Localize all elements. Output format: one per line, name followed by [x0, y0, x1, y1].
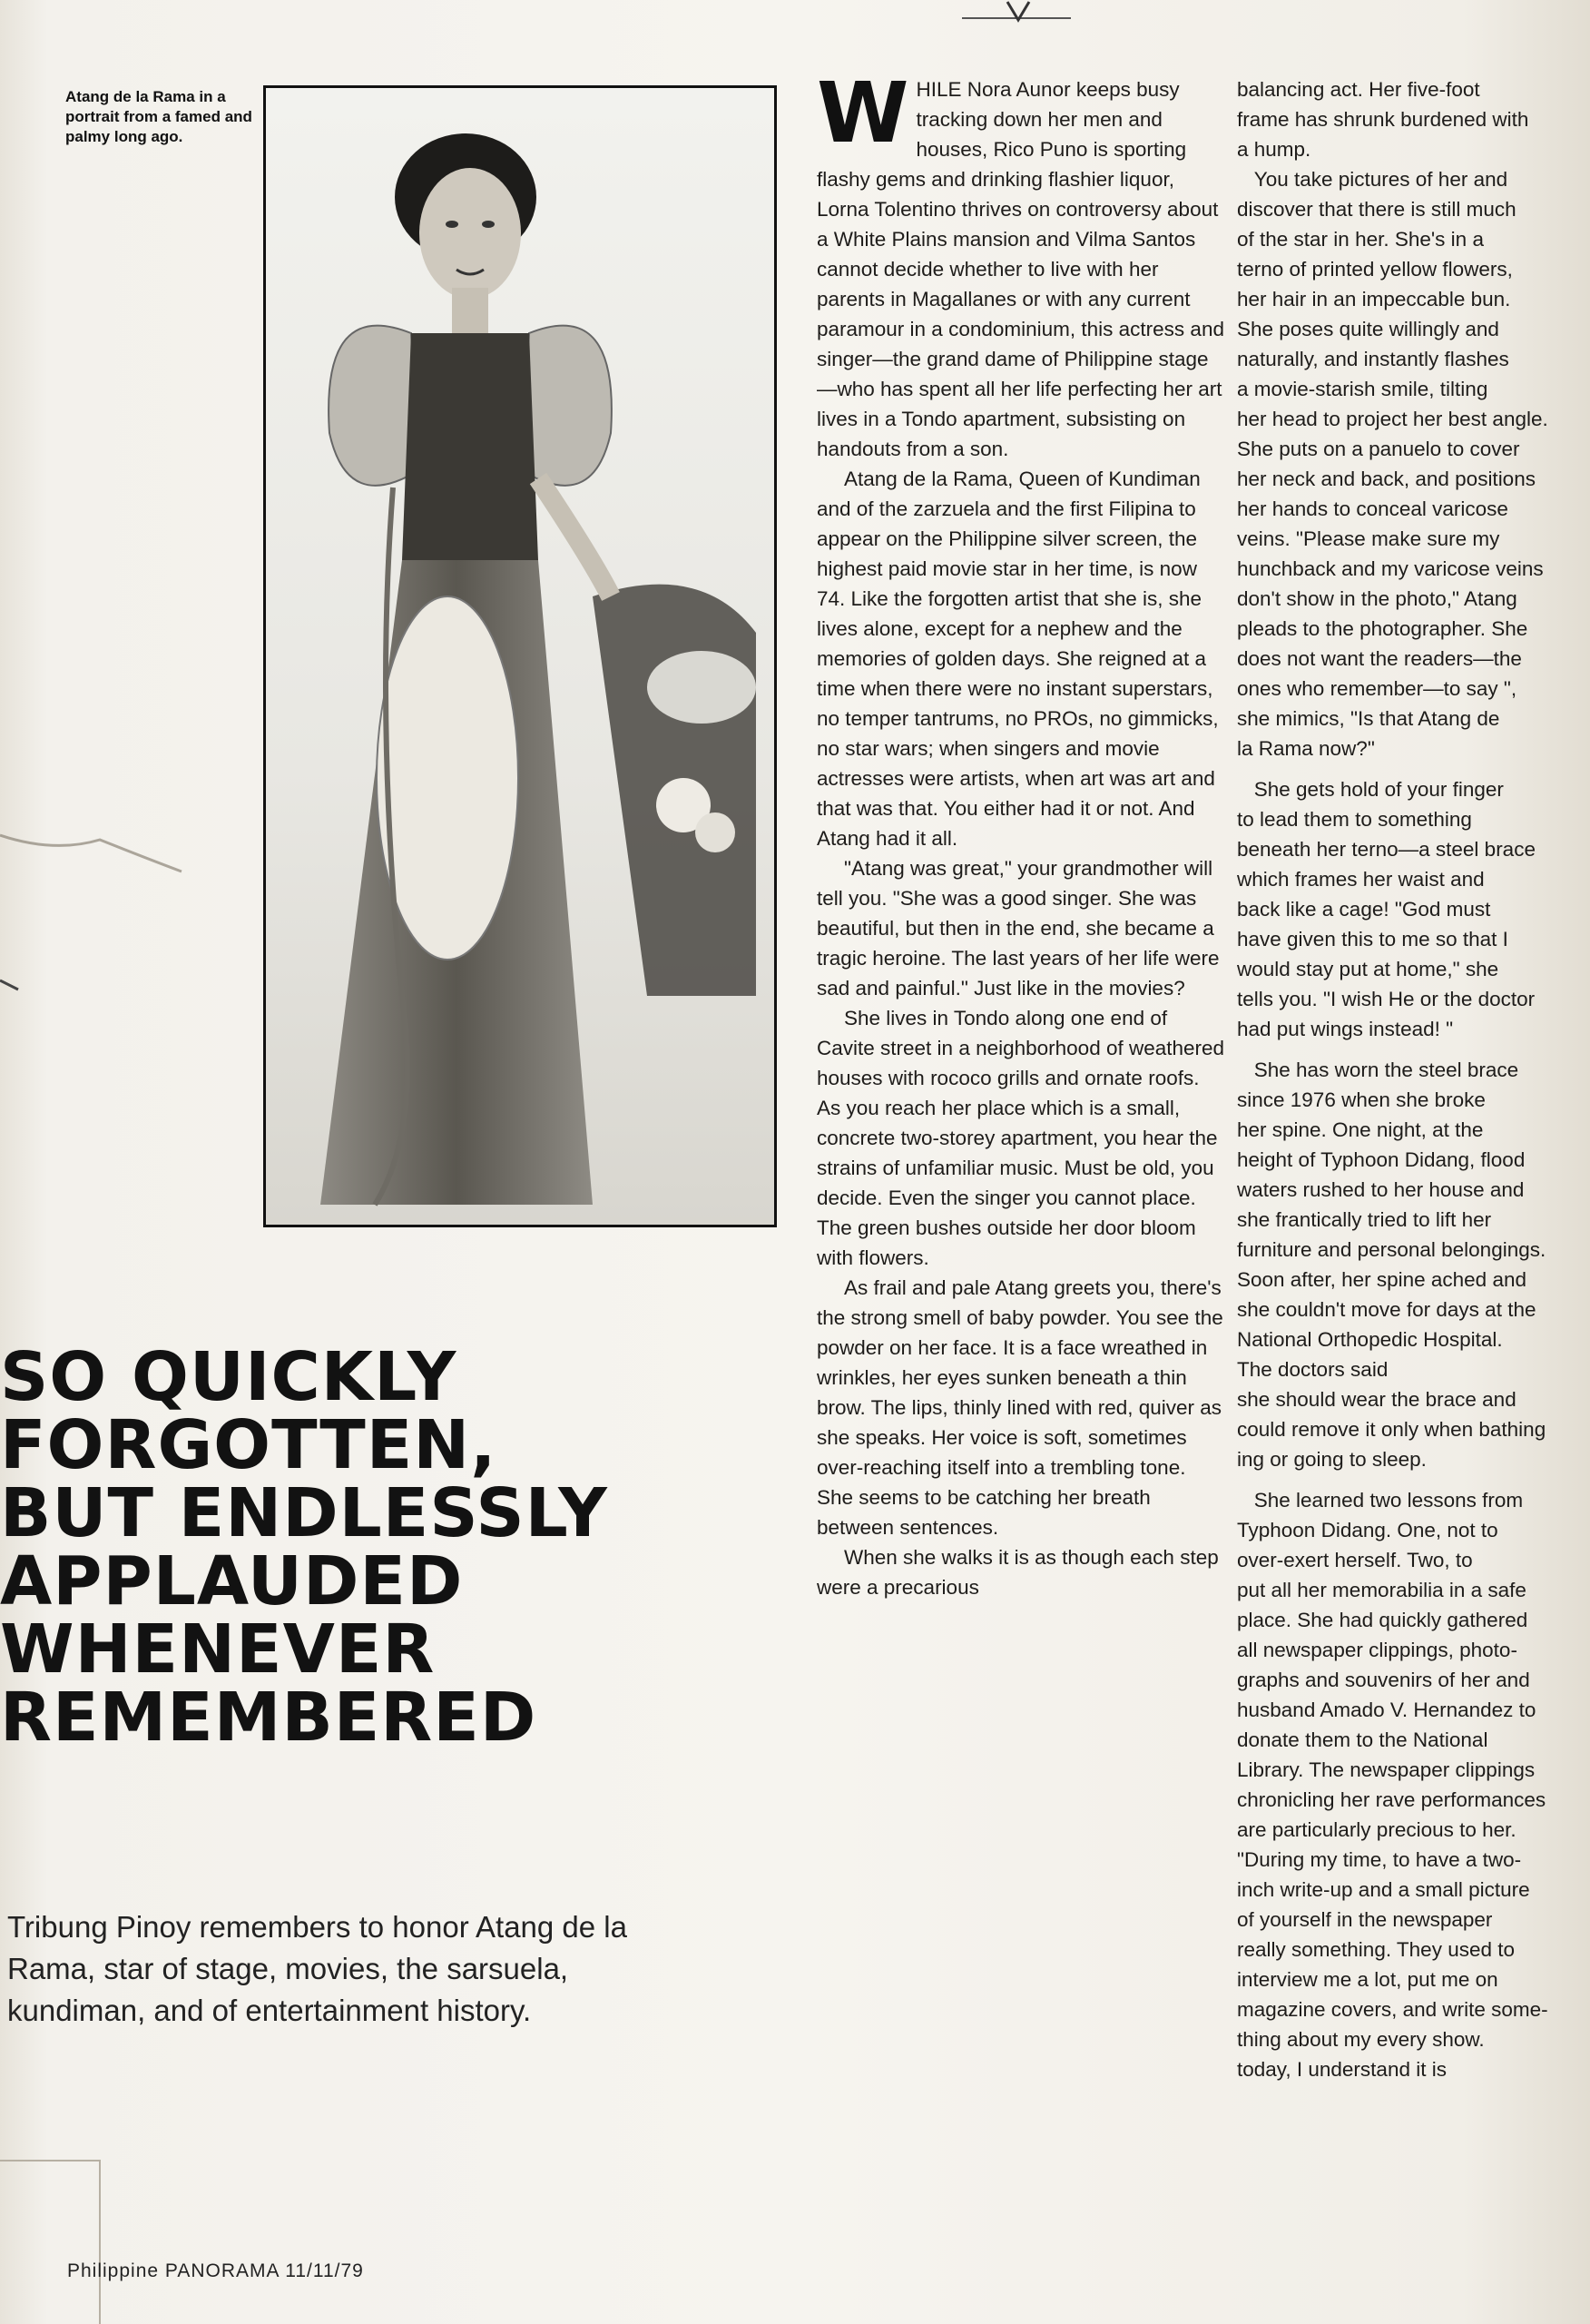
- article-column-2: [1237, 74, 1590, 2084]
- text-line: her head to project her best angle.: [1237, 408, 1548, 430]
- text-line: tells you. "I wish He or the doctor: [1237, 988, 1536, 1010]
- text-line: ones who remember—to say ",: [1237, 677, 1517, 700]
- article-column-1: [817, 64, 1225, 1602]
- text-line: Library. The newspaper clippings: [1237, 1758, 1536, 1781]
- paragraph-text: HILE Nora Aunor keeps busy tracking down her men and houses, Rico Puno is sporting flashy gems and drinking flashier liquor, Lorna Tolentino thrives on controversy about a White Plains mansion and Vilma Santos cannot decide whether to live with her parents in Magallanes or with any current paramour in a condominium, this actress and singer—the grand dame of Philippine stage—who has spent all her life perfecting her art lives in a Tondo apartment, subsisting on handouts from a son.: [817, 78, 1224, 460]
- text-line: beneath her terno—a steel brace: [1237, 838, 1536, 861]
- article-paragraph: [1237, 1055, 1590, 1474]
- text-line: She learned two lessons from: [1237, 1489, 1524, 1512]
- text-line: balancing act. Her five-foot: [1237, 78, 1480, 101]
- text-line: since 1976 when she broke: [1237, 1088, 1486, 1111]
- text-line: does not want the readers—the: [1237, 647, 1522, 670]
- text-line: hunchback and my varicose veins: [1237, 557, 1544, 580]
- photo-caption: Atang de la Rama in a portrait from a famed and palmy long ago.: [65, 88, 252, 145]
- text-line: chronicling her rave performances: [1237, 1788, 1546, 1811]
- top-fold-mark: [962, 0, 1071, 27]
- text-line: would stay put at home," she: [1237, 958, 1499, 980]
- portrait-photo: [263, 85, 777, 1227]
- article-paragraph: Atang de la Rama, Queen of Kundiman and of the zarzuela and the first Filipina to appear on the Philippine silver screen, the highest paid movie star in her time, is now 74. Like the forgotten artist that she is, she lives alone, except for a nephew and the memories of golden days. She reigned at a time when there were no instant superstars, no temper tantrums, no PROs, no gimmicks, no star wars; when singers and movie actresses were artists, when art was art and that was that. You either had it or not. And Atang had it all.: [817, 468, 1219, 850]
- text-line: donate them to the National: [1237, 1728, 1488, 1751]
- text-line: back like a cage! "God must: [1237, 898, 1491, 921]
- text-line: interview me a lot, put me on: [1237, 1968, 1498, 1991]
- text-line: naturally, and instantly flashes: [1237, 348, 1509, 370]
- text-line: Typhoon Didang. One, not to: [1237, 1519, 1498, 1541]
- text-line: furniture and personal belongings.: [1237, 1238, 1546, 1261]
- text-line: she should wear the brace and: [1237, 1388, 1516, 1411]
- headline-line: FORGOTTEN,: [0, 1406, 497, 1484]
- article-paragraph: [1237, 164, 1590, 763]
- text-line: are particularly precious to her.: [1237, 1818, 1516, 1841]
- text-line: of the star in her. She's in a: [1237, 228, 1484, 251]
- text-line: frame has shrunk burdened with: [1237, 108, 1529, 131]
- article-paragraph: [1237, 74, 1590, 164]
- article-paragraph: As frail and pale Atang greets you, there's the strong smell of baby powder. You see the powder on her face. It is a face wreathed in wrinkles, her eyes sunken beneath a thin brow. The lips, thinly lined with red, quiver as she speaks. Her voice is soft, sometimes over-reaching itself into a trembling tone. She seems to be catching her breath between sentences.: [817, 1276, 1223, 1539]
- text-line: she couldn't move for days at the: [1237, 1298, 1536, 1321]
- text-line: a hump.: [1237, 138, 1311, 161]
- text-line: she mimics, "Is that Atang de: [1237, 707, 1500, 730]
- text-line: graphs and souvenirs of her and: [1237, 1669, 1530, 1691]
- text-line: don't show in the photo," Atang: [1237, 587, 1517, 610]
- text-line: "During my time, to have a two-: [1237, 1848, 1522, 1871]
- text-line: of yourself in the newspaper: [1237, 1908, 1493, 1931]
- text-line: ing or going to sleep.: [1237, 1448, 1427, 1471]
- text-line: height of Typhoon Didang, flood: [1237, 1148, 1526, 1171]
- text-line: her spine. One night, at the: [1237, 1118, 1484, 1141]
- text-line: She puts on a panuelo to cover: [1237, 438, 1520, 460]
- headline-line: SO QUICKLY: [0, 1344, 457, 1416]
- article-paragraph: When she walks it is as though each step were a precarious: [817, 1546, 1219, 1599]
- text-line: had put wings instead! ": [1237, 1018, 1454, 1040]
- drop-cap: W: [817, 64, 909, 162]
- text-line: thing about my every show.: [1237, 2028, 1485, 2051]
- text-line: husband Amado V. Hernandez to: [1237, 1699, 1536, 1721]
- headline-line: WHENEVER: [0, 1610, 436, 1689]
- deck-text: Tribung Pinoy remembers to honor Atang de la Rama, star of stage, movies, the sarsuela, kundiman, and of entertainment history.: [7, 1910, 627, 2027]
- text-line: la Rama now?": [1237, 737, 1375, 760]
- text-line: her neck and back, and positions: [1237, 468, 1536, 490]
- article-paragraph: "Atang was great," your grandmother will tell you. "She was a good singer. She was beautiful, but then in the end, she became a tragic heroine. The last years of her life were sad and painful." Just like in the movies?: [817, 857, 1220, 1000]
- headline-line: REMEMBERED: [0, 1679, 537, 1752]
- text-line: pleads to the photographer. She: [1237, 617, 1528, 640]
- text-line: She has worn the steel brace: [1237, 1059, 1519, 1081]
- page-footer: Philippine PANORAMA 11/11/79: [67, 2260, 364, 2281]
- text-line: waters rushed to her house and: [1237, 1178, 1525, 1201]
- text-line: her hands to conceal varicose: [1237, 497, 1508, 520]
- headline-line: APPLAUDED: [0, 1542, 464, 1620]
- article-paragraph: [817, 64, 1225, 464]
- text-line: You take pictures of her and: [1237, 168, 1508, 191]
- article-paragraph: She lives in Tondo along one end of Cavite street in a neighborhood of weathered houses with rococo grills and ornate roofs. As you reach her place which is a small, concrete two-storey apartment, you hear the strains of unfamiliar music. Must be old, you decide. Even the singer you cannot place. The green bushes outside her door bloom with flowers.: [817, 1007, 1225, 1269]
- text-line: terno of printed yellow flowers,: [1237, 258, 1513, 281]
- portrait-illustration: [266, 88, 774, 1225]
- text-line: which frames her waist and: [1237, 868, 1485, 891]
- text-line: put all her memorabilia in a safe: [1237, 1579, 1526, 1601]
- headline: [0, 1344, 690, 1752]
- text-line: magazine covers, and write some-: [1237, 1998, 1548, 2021]
- text-line: have given this to me so that I: [1237, 928, 1508, 950]
- text-line: to lead them to something: [1237, 808, 1472, 831]
- text-line: Soon after, her spine ached and: [1237, 1268, 1526, 1291]
- text-line: inch write-up and a small picture: [1237, 1878, 1530, 1901]
- text-line: today, I understand it is: [1237, 2058, 1447, 2081]
- text-line: discover that there is still much: [1237, 198, 1516, 221]
- headline-line: BUT ENDLESSLY: [0, 1474, 608, 1552]
- text-line: National Orthopedic Hospital.: [1237, 1328, 1503, 1351]
- text-line: all newspaper clippings, photo-: [1237, 1639, 1517, 1661]
- text-line: she frantically tried to lift her: [1237, 1208, 1492, 1231]
- text-line: really something. They used to: [1237, 1938, 1516, 1961]
- text-line: veins. "Please make sure my: [1237, 527, 1500, 550]
- text-line: place. She had quickly gathered: [1237, 1609, 1528, 1631]
- text-line: a movie-starish smile, tilting: [1237, 378, 1488, 400]
- text-line: The doctors said: [1237, 1358, 1389, 1381]
- article-paragraph: [1237, 774, 1590, 1044]
- text-line: She poses quite willingly and: [1237, 318, 1499, 340]
- article-paragraph: [1237, 1485, 1590, 2084]
- text-line: could remove it only when bathing: [1237, 1418, 1546, 1441]
- text-line: her hair in an impeccable bun.: [1237, 288, 1511, 310]
- text-line: She gets hold of your finger: [1237, 778, 1504, 801]
- text-line: over-exert herself. Two, to: [1237, 1549, 1473, 1571]
